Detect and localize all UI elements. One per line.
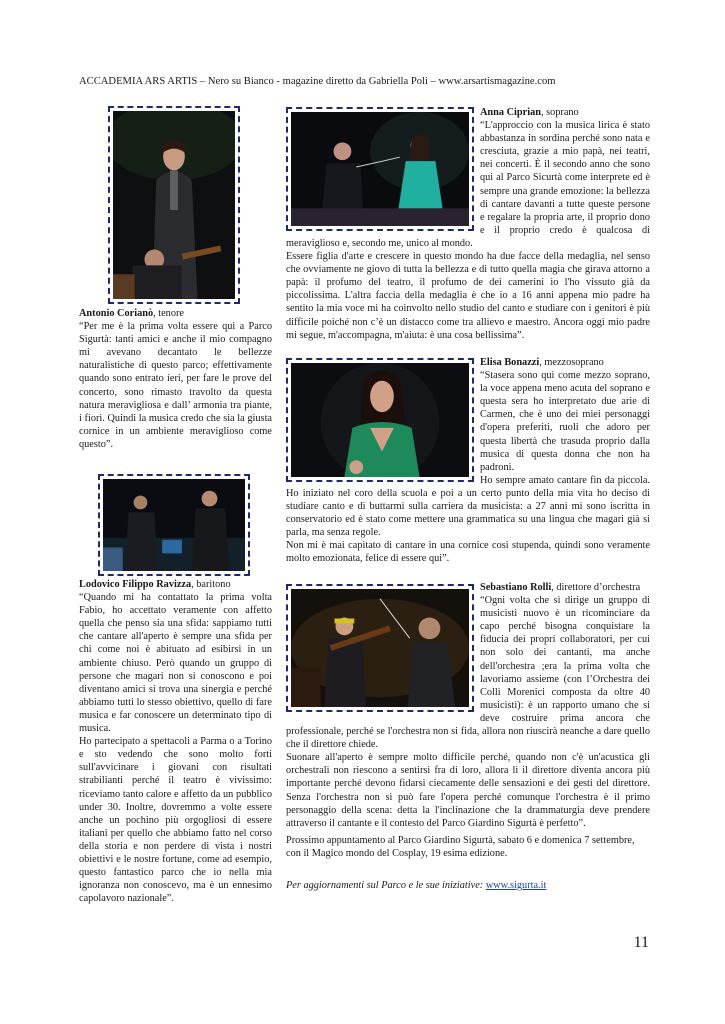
bonazzi-quote-2: Ho sempre amato cantare fin da piccola. Ho iniziato nel coro della scuola e poi a un certo punto della mia vita ho deciso di studiare canto e di buttarmi sulla carriera da musicista: a 27 anni mi sono iscritta in conservatorio ed è stato come mettere una grammatica su una lingua che magari già si parla, ma senza regole. [286,474,650,539]
right-column-ciprian [286,106,650,342]
sigurta-link[interactable]: www.sigurta.it [485,880,547,891]
ravizza-quote-1: “Quando mi ha contattato la prima volta Fabio, ho accettato veramente con affetto quella che penso sia una sfida: sappiamo tutti che cantare all'aperto è sempre una sfida per chi come noi è abituato ad esibirsi in un ambiente chiuso. Però quando un gruppo di persone che magari non si conoscono e poi diventano amici si trova una sinergia e perché abbiamo tutti lo stesso obiettivo, quello di fare musica e far conoscere un determinato tipo di musica. [79,592,272,735]
left-column [79,307,272,451]
photo-antonio-coriano [108,106,240,304]
coriano-role: , tenore [153,308,184,319]
right-column-rolli [286,581,650,830]
rolli-quote-2: Suonare all'aperto è sempre molto difficile perché, quando non c'è un'acustica gli orchestrali non riescono a sentirsi fra di loro, allora lì il direttore diventa ancora più importante perché devono fidarsi ciecamente delle sensazioni e dei gesti del direttore. Senza l'orchestra non si può fare l'opera perché comunque l'orchestra è il primo personaggio della scena: detta la l'inclinazione che la drammaturgia deve prendere attraverso il cantante e il contesto del Parco Giardino Sigurtà è perfetto”. [286,752,650,829]
updates-block [286,879,650,892]
ravizza-role: , baritono [191,579,231,590]
bonazzi-quote-3: Non mi è mai capitato di cantare in una cornice così stupenda, quindi sono veramente molto emozionata, felice di essere qui”. [286,540,650,565]
ravizza-paragraph [79,578,272,591]
ciprian-quote-2: Essere figlia d'arte e crescere in questo mondo ha due facce della medaglia, nel senso che ovviamente ne giovo di tutta la bellezza e di tutto quella magia che girava attorno a papà: il profumo del teatro, il profumo de dei camerini io l'ho vissuto già da piccolissima. L'altra faccia della medaglia è che io a 16 anni appena mio padre ha sentito la mia voce mi ha coinvolto nello studio del canto e studiare con i genitori è più difficile poiché non c’è un distacco come tra allievo e maestro. Ancora oggi mio padre mi segue, m'accompagna, m'aiuta: è una cosa bellissima”. [286,251,650,341]
right-column-bonazzi [286,356,650,566]
left-column-lower [79,578,272,905]
coriano-quote: “Per me è la prima volta essere qui a Parco Sigurtà: tanti amici e anche il mio compagno mi avevano decantato le bellezze naturalistiche di questo parco; effettivamente quando sono entrato ieri, per fare le prove del concerto, sono rimasto travolto da questa natura meravigliosa e dall’ armonia tra piante, i fiori. Quindi la musica credo che sia la giusta cornice in un ambiente meraviglioso come questo”. [79,321,272,450]
photo-sebastiano-rolli [286,584,474,712]
rolli-role: , direttore d’orchestra [551,582,641,593]
rolli-quote-1: “Ogni volta che si dirige un gruppo di musicisti nuovo è un ricominciare da capo perché bisogna conquistare la fiducia dei propri collaboratori, per cui non solo dei cantanti, ma anche dell'orchestra ;era la prima volta che lavoriamo assieme (con l’Orchestra dei Colli Morenici composta da oltre 40 musicisti): è un rapporto umano che si deve costruire prima ancora che professionale, perché se l'orchestra non si fida, allora non riuscirà neanche a dare quello che il direttore chiede. [286,595,650,751]
ravizza-quote-2: Ho partecipato a spettacoli a Parma o a Torino e sto vedendo che sono molto forti sull'avvicinare i giovani con risultati strabilianti perché il teatro è vivissimo: riceviamo tanto calore e affetto da un pubblico under 30. Inoltre, dovremmo a volte essere anche un pochino più orgogliosi di essere italiani per quello che abbiamo fatto nel corso della storia e non perdere di vista i nostri obiettivi e le nostre fortune, come ad esempio, questo fantastico parco che io nella mia ignoranza non conoscevo, ma è un ennesimo capolavoro nazionale”. [79,736,272,905]
bonazzi-role: , mezzosoprano [539,357,604,368]
appointment-block [286,834,650,860]
page-number: 11 [633,934,649,951]
ciprian-quote-1: “L'approccio con la musica lirica è stato abbastanza in sordina perché sono nata e cresciuta, grazie a mio papà, nei teatri, nei concerti. È il secondo anno che sono qui al Parco Sicurtà come interprete ed è sempre una grande emozione: la bellezza di cantare davanti a tutte queste persone e regalare la propria arte, il proprio dono e il proprio credo è qualcosa di meraviglioso e, secondo me, unico al mondo. [286,120,650,249]
coriano-name: Antonio Corianò [79,308,154,319]
next-appointment: Prossimo appuntamento al Parco Giardino Sigurtà, sabato 6 e domenica 7 settembre, con il Magico mondo del Cosplay, 19 esima edizione. [286,835,635,860]
ravizza-name: Lodovico Filippo Ravizza [79,579,192,590]
bonazzi-name: Elisa Bonazzi [480,357,540,368]
photo-lodovico-ravizza [98,474,250,576]
photo-elisa-bonazzi [286,358,474,482]
ciprian-name: Anna Ciprian [480,107,541,118]
rolli-name: Sebastiano Rolli [480,582,552,593]
updates-line [286,879,650,892]
coriano-paragraph [79,307,272,320]
bonazzi-quote-1: “Stasera sono qui come mezzo soprano, la voce appena meno acuta del soprano e questa sera ho interpretato due arie di Carmen, che è uno dei miei personaggi d'opera preferiti, ruoli che adoro per questa libertà che trasuda proprio dalla musica di questa donna che non ha padroni. [480,370,650,473]
ciprian-role: , soprano [540,107,579,118]
magazine-header: ACCADEMIA ARS ARTIS – Nero su Bianco - magazine diretto da Gabriella Poli – www.arsartismagazine.com [79,76,556,87]
photo-anna-ciprian [286,107,474,231]
updates-label: Per aggiornamenti sul Parco e le sue iniziative: [286,880,484,891]
